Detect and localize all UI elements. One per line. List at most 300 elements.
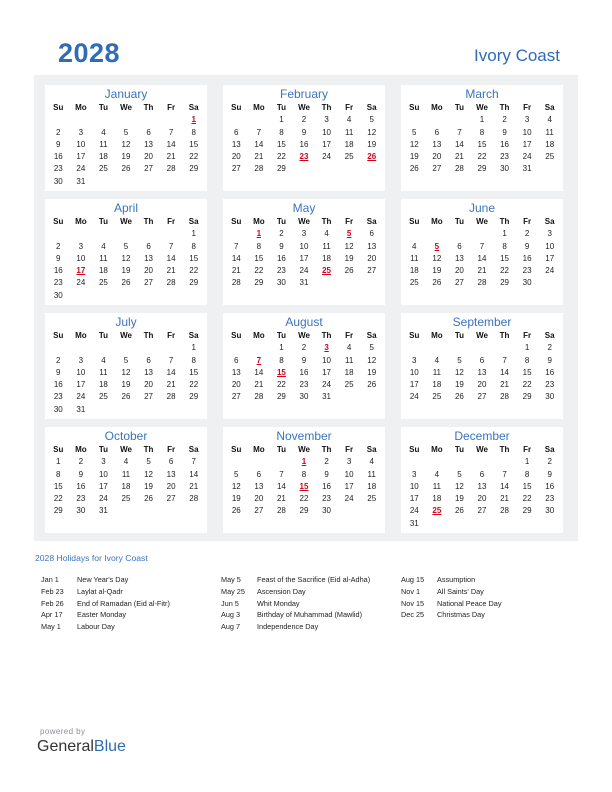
month-name: March — [465, 87, 499, 101]
day-cell: 6 — [479, 469, 485, 479]
day-cell: 19 — [344, 253, 354, 263]
day-cell: 26 — [344, 266, 354, 276]
holidays-title: 2028 Holidays for Ivory Coast — [35, 553, 148, 563]
weekday-header: Fr — [345, 445, 354, 454]
weekday-header: Sa — [188, 331, 199, 340]
weekday-header: Mo — [253, 445, 265, 454]
day-grid — [47, 102, 205, 188]
holiday-name: Laylat al-Qadr — [77, 586, 123, 596]
day-cell: 20 — [231, 152, 241, 162]
day-cell: 20 — [367, 253, 377, 263]
holiday-date: Apr 17 — [41, 610, 63, 620]
day-cell: 19 — [432, 266, 442, 276]
day-cell: 28 — [166, 164, 176, 174]
weekday-header: Mo — [75, 217, 87, 226]
weekday-header: Fr — [523, 103, 532, 112]
day-cell: 14 — [189, 469, 199, 479]
day-cell: 13 — [144, 139, 154, 149]
day-cell: 23 — [322, 494, 332, 504]
day-cell: 20 — [432, 152, 442, 162]
day-cell: 29 — [254, 278, 264, 288]
day-cell: 27 — [432, 164, 442, 174]
empty-cell — [448, 342, 471, 354]
day-cell: 1 — [479, 115, 485, 125]
weekday-header: Fr — [167, 103, 176, 112]
day-cell: 30 — [522, 278, 532, 288]
empty-cell — [426, 228, 449, 240]
day-cell: 21 — [477, 266, 487, 276]
day-cell: 10 — [409, 481, 419, 491]
day-cell: 25 — [409, 278, 419, 288]
day-cell: 26 — [432, 278, 442, 288]
weekday-header: Su — [231, 217, 242, 226]
empty-cell — [426, 342, 449, 354]
day-cell: 1 — [191, 229, 196, 239]
day-cell: 18 — [344, 139, 354, 149]
day-cell: 9 — [524, 241, 530, 251]
weekday-header: Tu — [454, 331, 465, 340]
day-cell: 31 — [76, 176, 86, 186]
weekday-header: Tu — [454, 103, 465, 112]
day-cell: 5 — [123, 355, 129, 365]
day-cell: 30 — [299, 392, 309, 402]
day-cell: 24 — [322, 152, 332, 162]
empty-cell — [70, 114, 93, 126]
day-cell: 23 — [53, 392, 63, 402]
day-cell: 2 — [56, 127, 61, 137]
day-cell: 26 — [409, 164, 419, 174]
day-cell: 16 — [522, 253, 532, 263]
weekday-header: Su — [53, 331, 64, 340]
day-cell: 23 — [276, 266, 286, 276]
day-cell: 4 — [101, 127, 106, 137]
month-march — [401, 85, 563, 191]
day-cell: 28 — [276, 506, 286, 516]
weekday-header: Th — [321, 445, 332, 454]
day-cell: 29 — [522, 392, 532, 402]
day-cell: 1 — [191, 343, 196, 353]
day-grid — [403, 330, 561, 404]
day-cell: 30 — [53, 176, 63, 186]
day-cell: 13 — [144, 253, 154, 263]
weekday-header: We — [298, 331, 310, 340]
day-cell: 11 — [322, 241, 331, 251]
day-cell: 31 — [322, 392, 332, 402]
day-cell: 12 — [121, 367, 131, 377]
day-cell: 12 — [344, 241, 354, 251]
weekday-header: Sa — [366, 103, 377, 112]
holiday-day: 17 — [76, 266, 86, 276]
weekday-header: Th — [143, 103, 154, 112]
day-cell: 16 — [53, 152, 63, 162]
day-cell: 14 — [166, 139, 176, 149]
day-cell: 3 — [101, 457, 106, 467]
day-cell: 18 — [545, 139, 555, 149]
day-cell: 24 — [76, 392, 86, 402]
empty-cell — [115, 342, 138, 354]
holiday-day: 5 — [434, 241, 440, 251]
holiday-date: Aug 3 — [221, 610, 241, 620]
holiday-name: End of Ramadan (Eid al-Fitr) — [77, 598, 170, 608]
day-cell: 30 — [276, 278, 286, 288]
month-name: September — [452, 315, 512, 329]
month-name: April — [113, 201, 138, 215]
weekday-header: Tu — [98, 217, 109, 226]
day-cell: 6 — [234, 127, 239, 137]
day-cell: 9 — [502, 127, 507, 137]
day-cell: 26 — [121, 164, 131, 174]
weekday-header: Mo — [431, 103, 443, 112]
day-cell: 23 — [76, 494, 86, 504]
day-cell: 15 — [522, 481, 532, 491]
day-cell: 5 — [412, 127, 417, 137]
weekday-header: Sa — [544, 445, 555, 454]
day-cell: 18 — [409, 266, 419, 276]
month-december — [401, 427, 563, 533]
day-cell: 25 — [367, 494, 377, 504]
holiday-day: 7 — [256, 355, 262, 365]
day-grid — [225, 216, 383, 290]
day-cell: 14 — [500, 367, 510, 377]
holiday-name: Feast of the Sacrifice (Eid al-Adha) — [257, 575, 371, 584]
day-cell: 13 — [231, 367, 241, 377]
country-title: Ivory Coast — [474, 46, 560, 65]
day-cell: 8 — [191, 355, 196, 365]
day-cell: 22 — [500, 266, 510, 276]
day-cell: 17 — [322, 367, 332, 377]
holiday-day: 1 — [256, 229, 262, 239]
day-cell: 3 — [346, 457, 352, 467]
weekday-header: Th — [143, 217, 154, 226]
day-cell: 5 — [146, 457, 151, 467]
holiday-name: Easter Monday — [77, 610, 127, 620]
brand-general: General — [37, 738, 94, 755]
month-name: August — [285, 315, 323, 329]
day-cell: 15 — [189, 253, 199, 263]
holiday-item — [401, 598, 502, 610]
holiday-date: May 5 — [221, 575, 241, 584]
weekday-header: Th — [143, 331, 154, 340]
weekday-header: Fr — [167, 217, 176, 226]
day-cell: 16 — [322, 481, 332, 491]
day-cell: 18 — [367, 481, 377, 491]
month-july — [45, 313, 207, 419]
day-cell: 23 — [500, 152, 510, 162]
day-cell: 19 — [454, 494, 464, 504]
day-cell: 5 — [123, 241, 129, 251]
day-cell: 24 — [76, 278, 86, 288]
day-cell: 18 — [98, 152, 108, 162]
day-cell: 27 — [477, 506, 487, 516]
day-cell: 19 — [121, 266, 131, 276]
day-cell: 21 — [166, 152, 176, 162]
weekday-header: Fr — [345, 217, 354, 226]
weekday-header: Sa — [366, 217, 377, 226]
day-cell: 20 — [477, 494, 487, 504]
weekday-header: Su — [231, 103, 242, 112]
empty-cell — [248, 342, 271, 354]
day-cell: 7 — [502, 469, 507, 479]
day-cell: 22 — [189, 266, 199, 276]
holiday-date: May 25 — [221, 586, 245, 596]
day-cell: 9 — [56, 139, 61, 149]
weekday-header: Fr — [345, 103, 354, 112]
month-may — [223, 199, 385, 305]
day-cell: 24 — [76, 164, 86, 174]
day-cell: 15 — [276, 139, 286, 149]
weekday-header: Tu — [98, 331, 109, 340]
day-cell: 25 — [344, 380, 354, 390]
day-cell: 4 — [346, 343, 352, 353]
day-cell: 16 — [500, 139, 510, 149]
month-name: May — [292, 201, 316, 215]
weekday-header: Mo — [253, 331, 265, 340]
holiday-item — [221, 621, 370, 633]
day-cell: 17 — [322, 139, 332, 149]
generalblue-logo[interactable] — [37, 738, 126, 756]
day-cell: 6 — [457, 241, 462, 251]
holiday-day: 26 — [367, 152, 377, 162]
day-cell: 2 — [502, 115, 507, 125]
day-cell: 21 — [276, 494, 286, 504]
weekday-header: Fr — [167, 445, 176, 454]
day-cell: 27 — [144, 278, 154, 288]
holiday-date: Jan 1 — [41, 575, 59, 584]
holiday-date: May 1 — [41, 622, 61, 632]
holiday-name: Ascension Day — [257, 586, 306, 596]
day-cell: 16 — [276, 253, 286, 263]
day-cell: 17 — [409, 380, 419, 390]
holiday-item — [221, 574, 370, 586]
day-cell: 12 — [432, 253, 442, 263]
day-cell: 2 — [56, 241, 61, 251]
day-cell: 24 — [344, 494, 354, 504]
month-august — [223, 313, 385, 419]
holiday-name: Independence Day — [257, 622, 319, 632]
holiday-date: Feb 23 — [41, 586, 64, 596]
day-cell: 25 — [98, 392, 108, 402]
day-cell: 4 — [101, 355, 106, 365]
day-cell: 2 — [301, 115, 307, 125]
holiday-date: Aug 15 — [401, 575, 425, 584]
day-cell: 26 — [454, 506, 464, 516]
day-cell: 3 — [301, 229, 307, 239]
weekday-header: Sa — [366, 445, 377, 454]
day-cell: 15 — [189, 367, 199, 377]
month-name: February — [279, 87, 329, 101]
day-cell: 19 — [409, 152, 419, 162]
day-cell: 29 — [299, 506, 309, 516]
weekday-header: We — [298, 103, 310, 112]
holiday-date: Nov 15 — [401, 598, 425, 608]
day-cell: 12 — [367, 355, 377, 365]
day-cell: 4 — [123, 457, 129, 467]
day-cell: 7 — [191, 457, 196, 467]
empty-cell — [403, 228, 426, 240]
holiday-date: Nov 1 — [401, 586, 421, 596]
day-cell: 3 — [412, 469, 417, 479]
day-cell: 11 — [432, 481, 441, 491]
day-grid — [403, 216, 561, 290]
weekday-header: Su — [409, 331, 420, 340]
day-cell: 9 — [78, 469, 84, 479]
weekday-header: Su — [409, 103, 420, 112]
day-cell: 6 — [479, 355, 485, 365]
empty-cell — [160, 342, 183, 354]
day-cell: 2 — [78, 457, 84, 467]
day-cell: 4 — [324, 229, 329, 239]
day-cell: 24 — [299, 266, 309, 276]
month-october — [45, 427, 207, 533]
weekday-header: Tu — [276, 217, 287, 226]
day-cell: 21 — [189, 481, 199, 491]
empty-cell — [448, 114, 471, 126]
day-cell: 27 — [144, 164, 154, 174]
month-name: January — [104, 87, 148, 101]
weekday-header: Mo — [75, 445, 87, 454]
weekday-header: Mo — [253, 217, 265, 226]
day-cell: 13 — [144, 367, 154, 377]
day-cell: 16 — [53, 380, 63, 390]
day-cell: 2 — [324, 457, 329, 467]
day-cell: 14 — [166, 367, 176, 377]
holiday-day: 23 — [299, 152, 309, 162]
day-cell: 24 — [409, 392, 419, 402]
day-cell: 19 — [454, 380, 464, 390]
day-cell: 29 — [189, 392, 199, 402]
day-cell: 29 — [276, 164, 286, 174]
day-cell: 12 — [454, 367, 464, 377]
day-cell: 13 — [477, 367, 487, 377]
day-cell: 3 — [547, 229, 552, 239]
day-cell: 21 — [454, 152, 464, 162]
weekday-header: Th — [499, 445, 510, 454]
day-cell: 9 — [279, 241, 284, 251]
brand-blue: Blue — [93, 738, 126, 755]
day-cell: 24 — [98, 494, 108, 504]
day-cell: 7 — [234, 241, 239, 251]
day-cell: 2 — [547, 343, 552, 353]
day-cell: 22 — [189, 152, 199, 162]
month-name: July — [115, 315, 137, 329]
empty-cell — [70, 342, 93, 354]
day-cell: 12 — [367, 127, 377, 137]
weekday-header: We — [120, 103, 132, 112]
day-cell: 27 — [166, 494, 176, 504]
day-cell: 6 — [146, 127, 151, 137]
day-cell: 11 — [121, 469, 131, 479]
day-cell: 21 — [231, 266, 241, 276]
weekday-header: Su — [231, 445, 242, 454]
day-cell: 20 — [144, 380, 154, 390]
day-cell: 13 — [231, 139, 241, 149]
weekday-header: Tu — [454, 445, 465, 454]
day-cell: 7 — [279, 469, 284, 479]
day-cell: 23 — [53, 278, 63, 288]
day-cell: 26 — [454, 392, 464, 402]
day-cell: 23 — [545, 380, 555, 390]
day-cell: 3 — [524, 115, 530, 125]
weekday-header: We — [298, 217, 310, 226]
day-cell: 31 — [299, 278, 309, 288]
day-cell: 23 — [299, 380, 309, 390]
day-cell: 7 — [168, 241, 174, 251]
holiday-day: 3 — [324, 343, 329, 353]
weekday-header: Su — [53, 217, 64, 226]
day-cell: 10 — [409, 367, 419, 377]
empty-cell — [137, 342, 160, 354]
day-cell: 6 — [146, 241, 151, 251]
weekday-header: We — [298, 445, 310, 454]
weekday-header: Th — [321, 331, 332, 340]
weekday-header: Mo — [431, 331, 443, 340]
day-cell: 11 — [344, 355, 354, 365]
day-cell: 19 — [231, 494, 241, 504]
day-cell: 6 — [168, 457, 174, 467]
day-cell: 22 — [522, 494, 532, 504]
weekday-header: Fr — [523, 331, 532, 340]
day-grid — [225, 444, 383, 518]
empty-cell — [92, 228, 115, 240]
weekday-header: We — [476, 217, 488, 226]
holiday-name: National Peace Day — [437, 598, 502, 608]
weekday-header: Tu — [98, 445, 109, 454]
day-cell: 8 — [301, 469, 307, 479]
month-name: December — [454, 429, 510, 443]
weekday-header: Sa — [188, 445, 199, 454]
day-cell: 24 — [545, 266, 555, 276]
holiday-column — [221, 574, 370, 633]
day-cell: 3 — [412, 355, 417, 365]
day-cell: 13 — [254, 481, 264, 491]
day-cell: 28 — [231, 278, 241, 288]
day-cell: 10 — [545, 241, 555, 251]
empty-cell — [248, 114, 271, 126]
day-cell: 20 — [254, 494, 264, 504]
day-cell: 9 — [56, 367, 61, 377]
weekday-header: Sa — [544, 217, 555, 226]
weekday-header: Su — [409, 445, 420, 454]
empty-cell — [493, 342, 516, 354]
day-cell: 28 — [254, 392, 264, 402]
day-cell: 1 — [279, 115, 284, 125]
weekday-header: Su — [231, 331, 242, 340]
holiday-column — [41, 574, 170, 633]
powered-by-text: powered by — [40, 727, 86, 736]
weekday-header: We — [476, 103, 488, 112]
day-cell: 25 — [432, 392, 442, 402]
day-cell: 22 — [254, 266, 264, 276]
day-cell: 13 — [367, 241, 377, 251]
day-cell: 18 — [344, 367, 354, 377]
month-february — [223, 85, 385, 191]
empty-cell — [403, 342, 426, 354]
day-cell: 14 — [166, 253, 176, 263]
day-cell: 22 — [189, 380, 199, 390]
day-cell: 15 — [254, 253, 264, 263]
day-cell: 26 — [144, 494, 154, 504]
empty-cell — [426, 114, 449, 126]
day-cell: 14 — [276, 481, 286, 491]
day-cell: 25 — [344, 152, 354, 162]
weekday-header: Su — [53, 103, 64, 112]
day-cell: 30 — [545, 506, 555, 516]
month-name: October — [104, 429, 148, 443]
day-cell: 19 — [367, 139, 377, 149]
day-cell: 19 — [144, 481, 154, 491]
day-cell: 25 — [545, 152, 555, 162]
holiday-item — [41, 574, 170, 586]
